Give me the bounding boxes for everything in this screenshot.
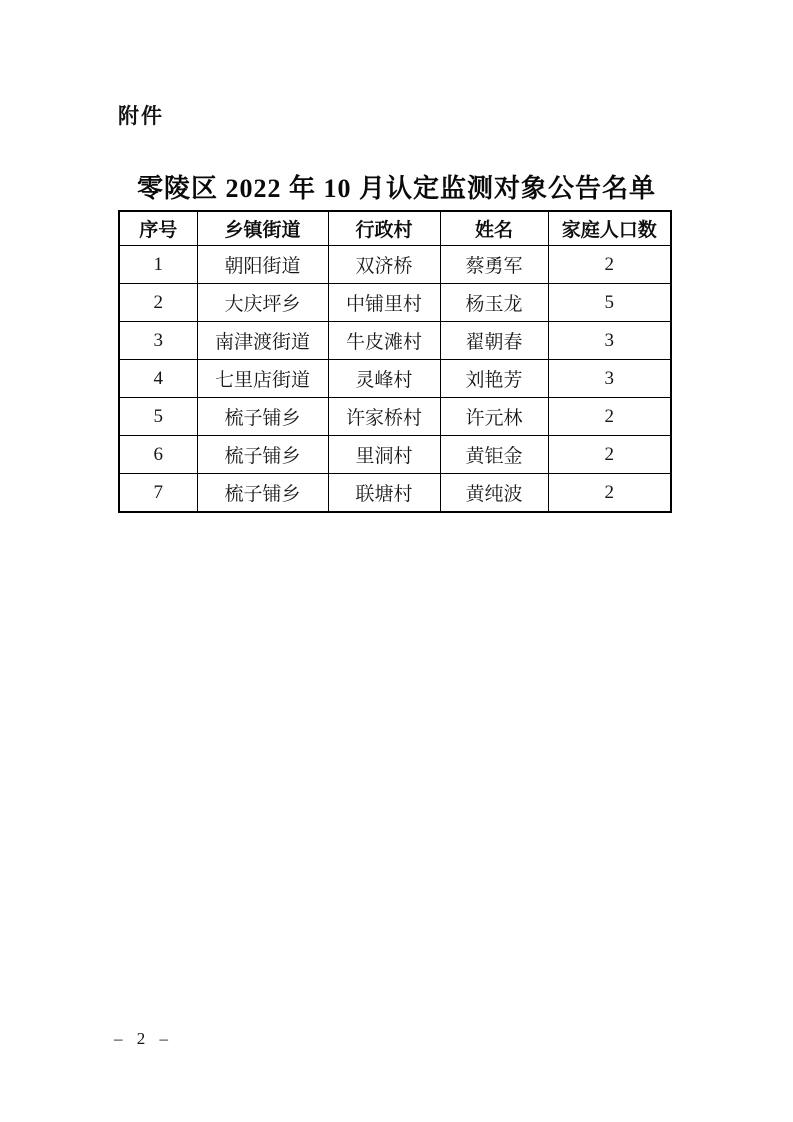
table-row <box>119 398 671 436</box>
table-cell-name: 杨玉龙 <box>440 284 548 322</box>
table-row <box>119 360 671 398</box>
page-number: – 2 – <box>114 1029 173 1048</box>
column-header-index: 序号 <box>119 211 197 246</box>
table-cell-index: 3 <box>119 322 197 360</box>
table-cell-village: 许家桥村 <box>328 398 440 436</box>
table-cell-name: 许元林 <box>440 398 548 436</box>
table-cell-name: 黄钜金 <box>440 436 548 474</box>
table-row <box>119 284 671 322</box>
table-cell-name: 翟朝春 <box>440 322 548 360</box>
table-cell-village: 中铺里村 <box>328 284 440 322</box>
table-cell-village: 牛皮滩村 <box>328 322 440 360</box>
table-cell-index: 2 <box>119 284 197 322</box>
table-cell-name: 刘艳芳 <box>440 360 548 398</box>
table-cell-index: 1 <box>119 246 197 284</box>
column-header-name: 姓名 <box>440 211 548 246</box>
table-cell-town: 南津渡街道 <box>197 322 328 360</box>
table-cell-town: 朝阳街道 <box>197 246 328 284</box>
table-cell-town: 大庆坪乡 <box>197 284 328 322</box>
table-row <box>119 474 671 513</box>
table-cell-index: 4 <box>119 360 197 398</box>
table-cell-village: 里洞村 <box>328 436 440 474</box>
table-cell-family: 3 <box>548 360 671 398</box>
table-cell-town: 梳子铺乡 <box>197 398 328 436</box>
table-cell-family: 2 <box>548 436 671 474</box>
announcement-table <box>118 210 672 513</box>
column-header-village: 行政村 <box>328 211 440 246</box>
document-title: 零陵区 2022 年 10 月认定监测对象公告名单 <box>136 174 656 203</box>
table-cell-family: 2 <box>548 474 671 513</box>
table-row <box>119 322 671 360</box>
table-header-row <box>119 211 671 246</box>
table-cell-family: 2 <box>548 398 671 436</box>
column-header-town: 乡镇街道 <box>197 211 328 246</box>
table-cell-town: 七里店街道 <box>197 360 328 398</box>
table-cell-village: 双济桥 <box>328 246 440 284</box>
table-cell-name: 蔡勇军 <box>440 246 548 284</box>
table-cell-index: 7 <box>119 474 197 513</box>
table-cell-village: 联塘村 <box>328 474 440 513</box>
table-row <box>119 436 671 474</box>
table-cell-name: 黄纯波 <box>440 474 548 513</box>
table-cell-index: 5 <box>119 398 197 436</box>
table-cell-family: 3 <box>548 322 671 360</box>
column-header-family: 家庭人口数 <box>548 211 671 246</box>
table-cell-family: 2 <box>548 246 671 284</box>
attachment-label: 附件 <box>118 105 164 128</box>
table-row <box>119 246 671 284</box>
table-cell-index: 6 <box>119 436 197 474</box>
table-cell-family: 5 <box>548 284 671 322</box>
table-cell-town: 梳子铺乡 <box>197 436 328 474</box>
table-cell-village: 灵峰村 <box>328 360 440 398</box>
table-cell-town: 梳子铺乡 <box>197 474 328 513</box>
